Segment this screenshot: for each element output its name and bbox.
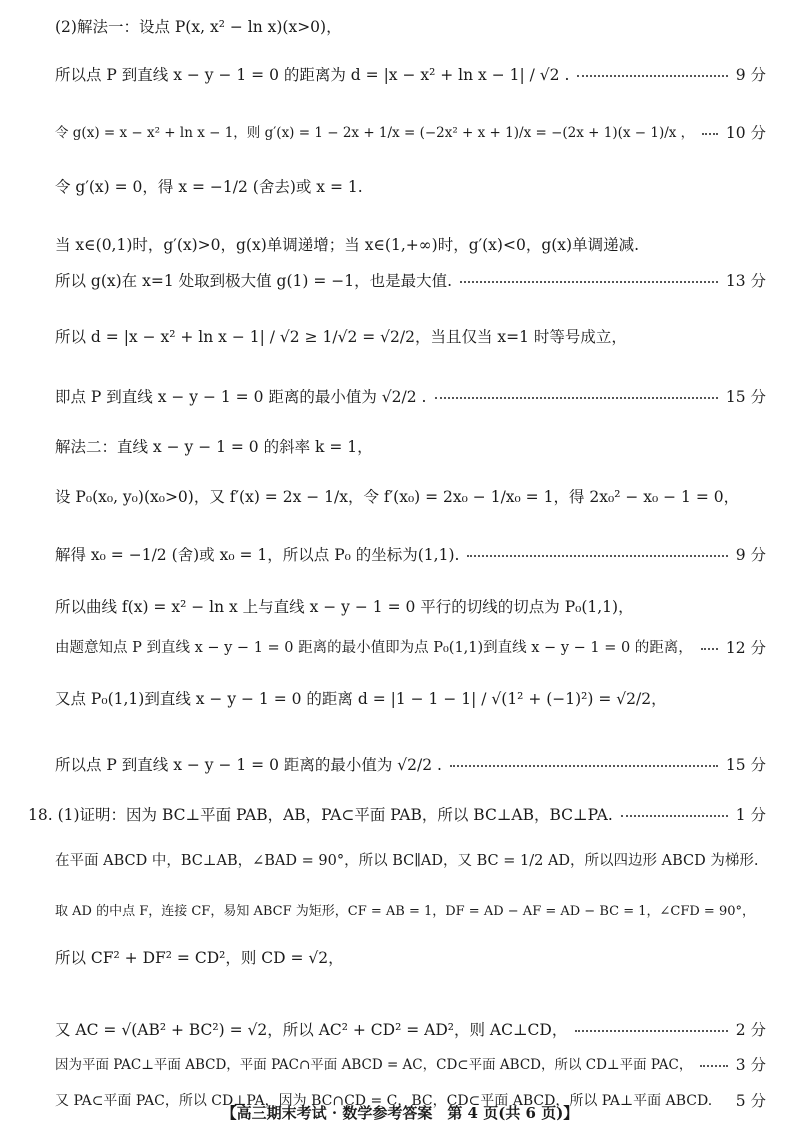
score-label: 15 分 <box>725 388 766 406</box>
line-text: 又 PA⊂平面 PAC，所以 CD⊥PA，因为 BC∩CD = C，BC，CD⊂平面 ABCD，所以 PA⊥平面 ABCD. <box>55 1093 713 1109</box>
line-text: 18. (1)证明：因为 BC⊥平面 PAB，AB，PA⊂平面 PAB，所以 BC⊥AB，BC⊥PA. <box>28 806 613 824</box>
score-label: 1 分 <box>735 806 766 824</box>
line-text: 解得 x₀ = −1/2 (舍)或 x₀ = 1，所以点 P₀ 的坐标为(1,1). <box>55 546 460 564</box>
line-text: 又点 P₀(1,1)到直线 x − y − 1 = 0 的距离 d = |1 − 1 − 1| / √(1² + (−1)²) = √2/2， <box>55 690 667 708</box>
line-text: 所以 CF² + DF² = CD²，则 CD = √2， <box>55 949 344 967</box>
solution-line <box>0 482 800 512</box>
line-text: 由题意知点 P 到直线 x − y − 1 = 0 距离的最小值即为点 P₀(1,1)到直线 x − y − 1 = 0 的距离， <box>55 640 693 656</box>
line-text: 即点 P 到直线 x − y − 1 = 0 距离的最小值为 √2/2 . <box>55 388 427 406</box>
solution-line <box>0 800 800 830</box>
dot-leader <box>467 555 728 557</box>
dot-leader <box>701 648 718 650</box>
line-text: 又 AC = √(AB² + BC²) = √2，所以 AC² + CD² = AD²，则 AC⊥CD， <box>55 1021 568 1039</box>
solution-line <box>0 633 800 663</box>
line-text: 所以点 P 到直线 x − y − 1 = 0 距离的最小值为 √2/2 . <box>55 756 442 774</box>
solution-line <box>0 322 800 352</box>
solution-line <box>0 897 800 927</box>
score-label: 9 分 <box>735 546 766 564</box>
solution-line <box>0 60 800 90</box>
score-label: 15 分 <box>725 756 766 774</box>
line-text: 取 AD 的中点 F，连接 CF，易知 ABCF 为矩形，CF = AB = 1，DF = AD − AF = AD − BC = 1，∠CFD = 90°， <box>55 904 755 919</box>
line-text: 解法二：直线 x − y − 1 = 0 的斜率 k = 1， <box>55 438 373 456</box>
line-text: 设 P₀(x₀, y₀)(x₀>0)，又 f′(x) = 2x − 1/x，令 f′(x₀) = 2x₀ − 1/x₀ = 1，得 2x₀² − x₀ − 1 = 0， <box>55 488 740 506</box>
line-text: 所以曲线 f(x) = x² − ln x 上与直线 x − y − 1 = 0 平行的切线的切点为 P₀(1,1)， <box>55 598 634 616</box>
dot-leader <box>450 765 718 767</box>
score-label: 5 分 <box>735 1092 766 1110</box>
solution-line <box>0 12 800 42</box>
page-footer: 【高三期末考试 · 数学参考答案 第 4 页(共 6 页)】 <box>221 1104 579 1122</box>
score-label: 9 分 <box>735 66 766 84</box>
dot-leader <box>577 75 728 77</box>
dot-leader <box>460 281 718 283</box>
score-label: 10 分 <box>725 124 766 142</box>
line-text: 所以 g(x)在 x=1 处取到极大值 g(1) = −1，也是最大值. <box>55 272 453 290</box>
line-text: (2)解法一：设点 P(x, x² − ln x)(x>0)， <box>55 18 342 36</box>
line-text: 当 x∈(0,1)时，g′(x)>0，g(x)单调递增；当 x∈(1,+∞)时，g′(x)<0，g(x)单调递减. <box>55 236 640 254</box>
dot-leader <box>575 1030 728 1032</box>
line-text: 因为平面 PAC⊥平面 ABCD，平面 PAC∩平面 ABCD = AC，CD⊂平面 ABCD，所以 CD⊥平面 PAC， <box>55 1057 693 1073</box>
line-text: 令 g(x) = x − x² + ln x − 1，则 g′(x) = 1 − 2x + 1/x = (−2x² + x + 1)/x = −(2x + 1)(x − 1)/x ， <box>55 125 695 141</box>
solution-line <box>0 382 800 412</box>
score-label: 2 分 <box>735 1021 766 1039</box>
score-label: 12 分 <box>725 639 766 657</box>
solution-line <box>0 172 800 202</box>
line-text: 在平面 ABCD 中，BC⊥AB，∠BAD = 90°，所以 BC∥AD，又 BC = 1/2 AD，所以四边形 ABCD 为梯形. <box>55 853 759 869</box>
dot-leader <box>435 397 718 399</box>
line-text: 所以点 P 到直线 x − y − 1 = 0 的距离为 d = |x − x² + ln x − 1| / √2 . <box>55 66 570 84</box>
solution-line <box>0 1015 800 1045</box>
solution-line <box>0 118 800 148</box>
solution-line <box>0 592 800 622</box>
solution-line <box>0 943 800 973</box>
dot-leader <box>621 815 728 817</box>
score-label: 13 分 <box>725 272 766 290</box>
dot-leader <box>700 1065 728 1067</box>
solution-line <box>0 750 800 780</box>
line-text: 所以 d = |x − x² + ln x − 1| / √2 ≥ 1/√2 = √2/2，当且仅当 x=1 时等号成立， <box>55 328 627 346</box>
solution-line <box>0 230 800 260</box>
solution-line <box>0 432 800 462</box>
line-text: 令 g′(x) = 0，得 x = −1/2 (舍去)或 x = 1. <box>55 178 363 196</box>
score-label: 3 分 <box>735 1056 766 1074</box>
solution-line <box>0 846 800 876</box>
solution-line <box>0 540 800 570</box>
solution-line <box>0 1050 800 1080</box>
solution-line <box>0 266 800 296</box>
solution-line <box>0 684 800 714</box>
dot-leader <box>702 133 718 135</box>
